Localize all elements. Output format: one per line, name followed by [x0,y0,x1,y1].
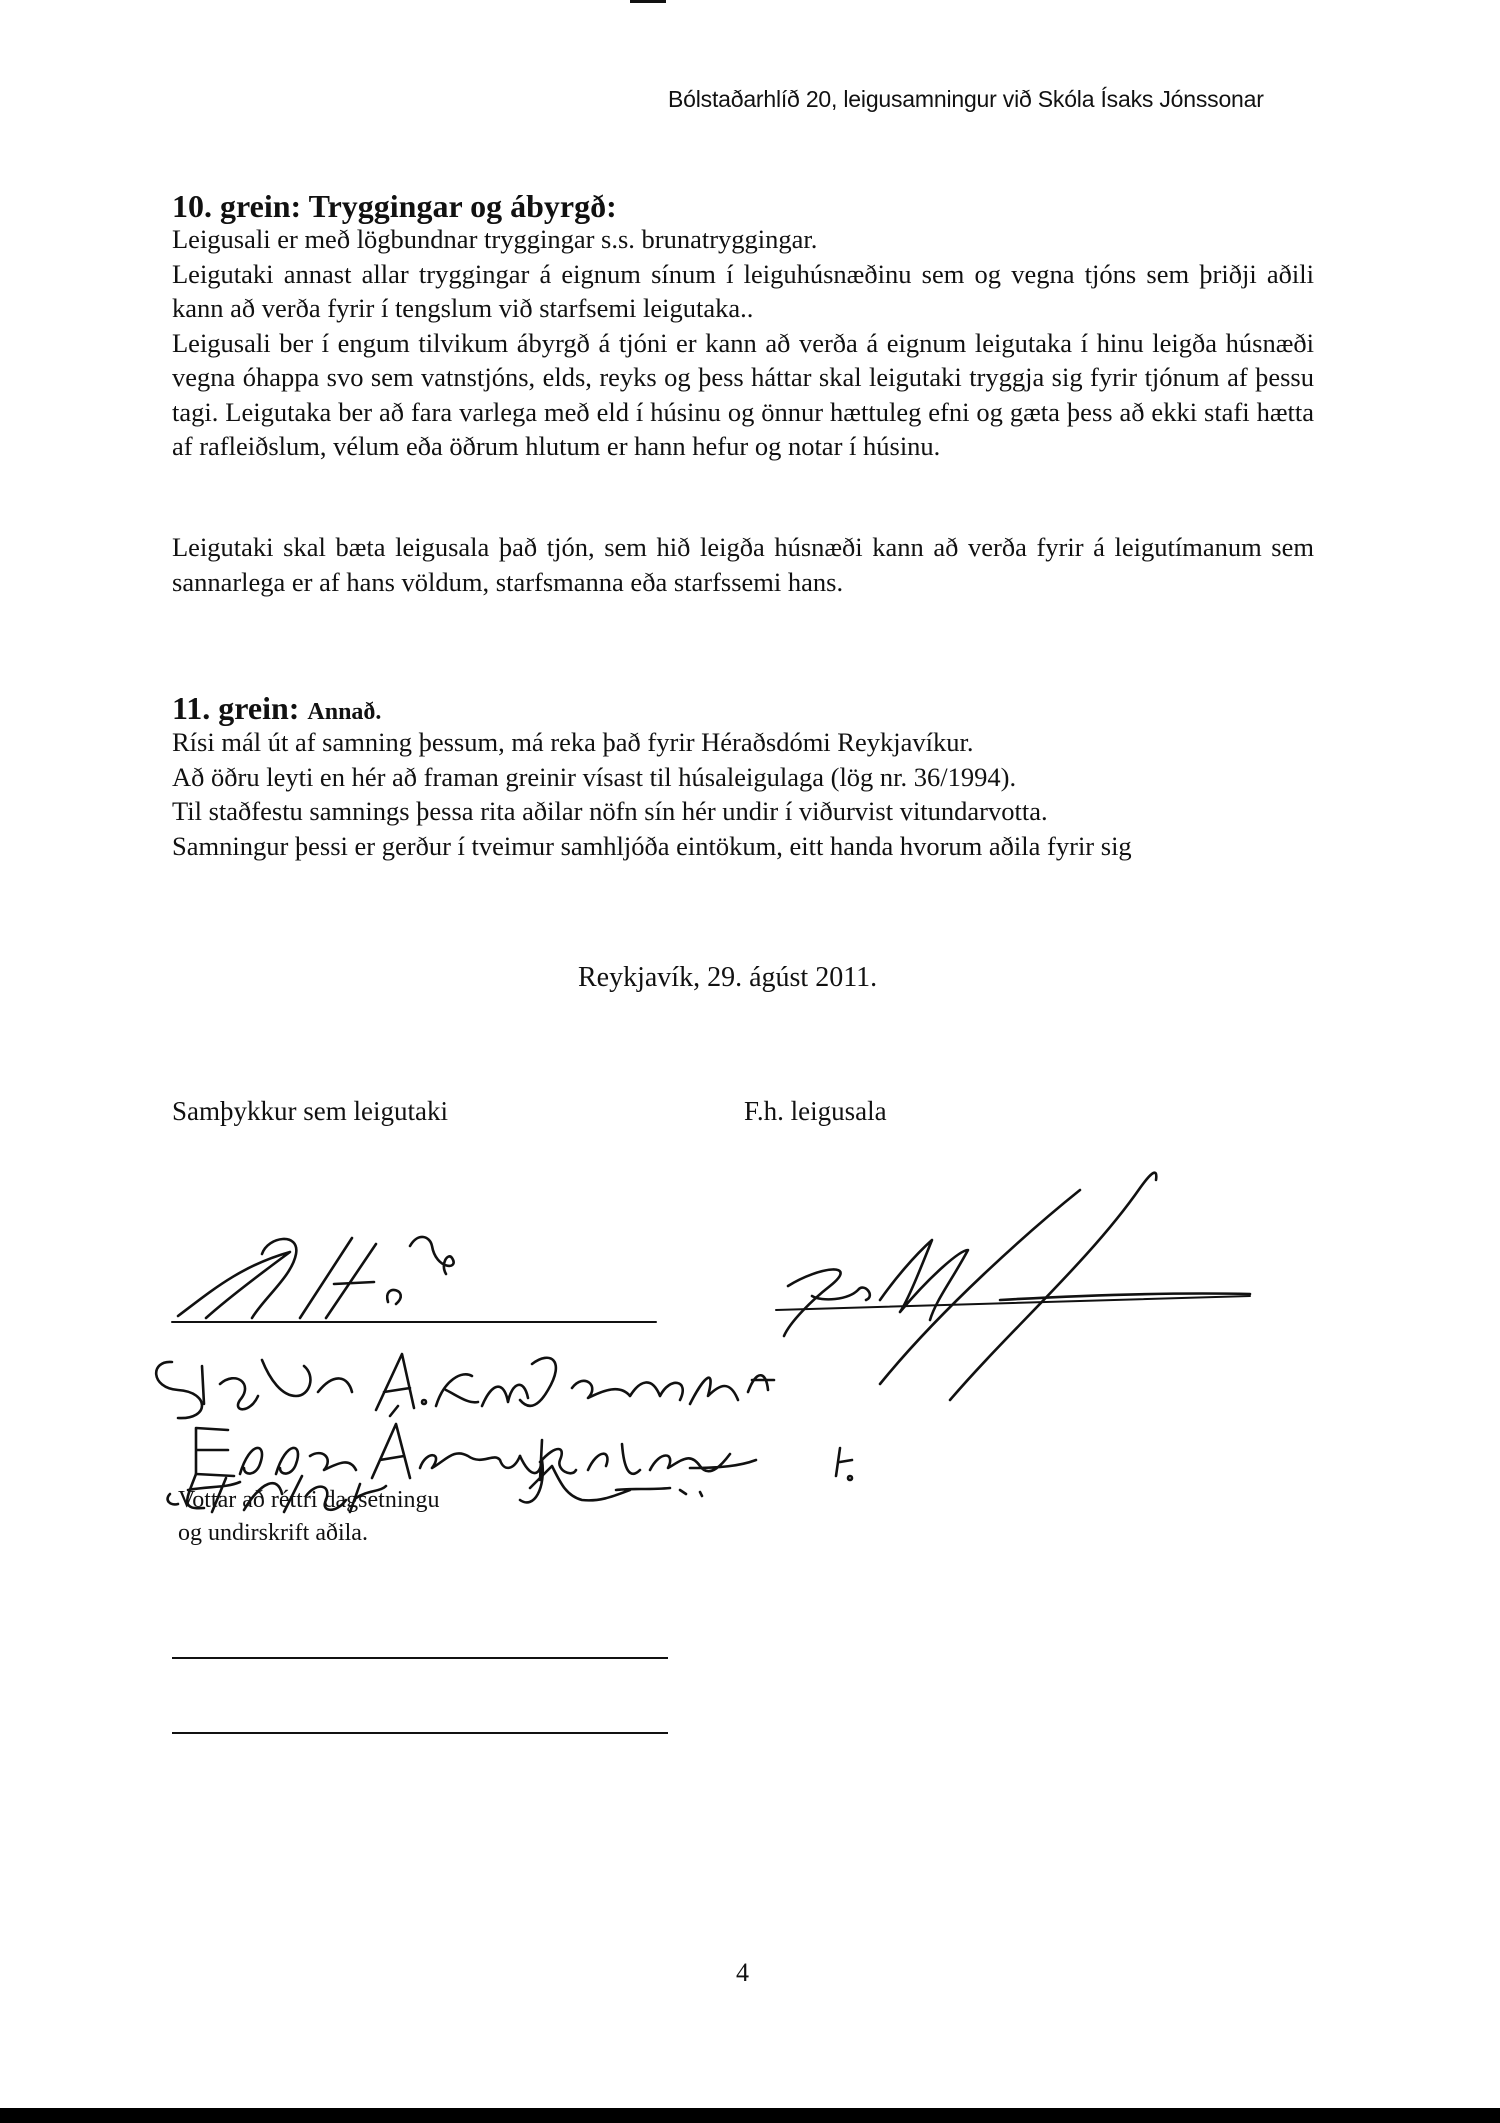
witness-line: og undirskrift aðila. [178,1520,368,1546]
section-11-title-main: 11. grein: [172,690,300,726]
page-number: 4 [736,1958,749,1987]
paragraph-line: Leigusali ber í engum tilvikum ábyrgð á tjóni er kann að verða á eignum leigutaka í hinu leigða húsnæði vegna óhappa svo sem vatnstjóns, elds, reyks og þess háttar skal leigutaki tryggja sig fyrir tjónum af þessu tagi. Leigutaka ber að fara varlega með eld í húsinu og önnur hættuleg efni og gæta þess að ekki stafi hætta af rafleiðslum, vélum eða öðrum hlutum er hann hefur og notar í húsinu. [172,327,1314,461]
body-line: Að öðru leyti en hér að framan greinir vísast til húsaleigulaga (lög nr. 36/1994). [172,761,1017,792]
landlord-signature-label: F.h. leigusala [744,1096,887,1126]
scan-bottom-edge [0,2108,1500,2123]
witness-signature-line-2 [172,1732,668,1734]
body-line: Samningur þessi er gerður í tveimur samhljóða eintökum, eitt handa hvorum aðila fyrir sig [172,830,1132,861]
paragraph-text: Leigutaki skal bæta leigusala það tjón, sem hið leigða húsnæði kann að verða fyrir á leigutímanum sem sannarlega er af hans völdum, starfsmanna eða starfssemi hans. [172,532,1314,597]
witness-signature-line-1 [172,1657,668,1659]
section-11-title-sub: Annað. [307,699,382,725]
page-header: Bólstaðarhlíð 20, leigusamningur við Skóla Ísaks Jónssonar [668,86,1264,112]
tenant-signature-label: Samþykkur sem leigutaki [172,1096,448,1126]
witness-line: Vottar að réttri dagsetningu [178,1487,440,1513]
paragraph-line: Leigusali er með lögbundnar tryggingar s.s. brunatryggingar. [172,224,818,254]
signing-date: Reykjavík, 29. ágúst 2011. [578,962,878,993]
section-10-title: 10. grein: Tryggingar og ábyrgð: [172,188,617,224]
body-line: Til staðfestu samnings þessa rita aðilar nöfn sín hér undir í viðurvist vitundarvotta. [172,796,1048,826]
paragraph-line: Leigutaki annast allar tryggingar á eignum sínum í leiguhúsnæðinu sem og vegna tjóns sem þriðji aðili kann að verða fyrir í tengslum við starfsemi leigutaka.. [172,258,1314,323]
body-line: Rísi mál út af samning þessum, má reka það fyrir Héraðsdómi Reykjavíkur. [172,727,974,757]
witness-caption [178,1484,440,1550]
